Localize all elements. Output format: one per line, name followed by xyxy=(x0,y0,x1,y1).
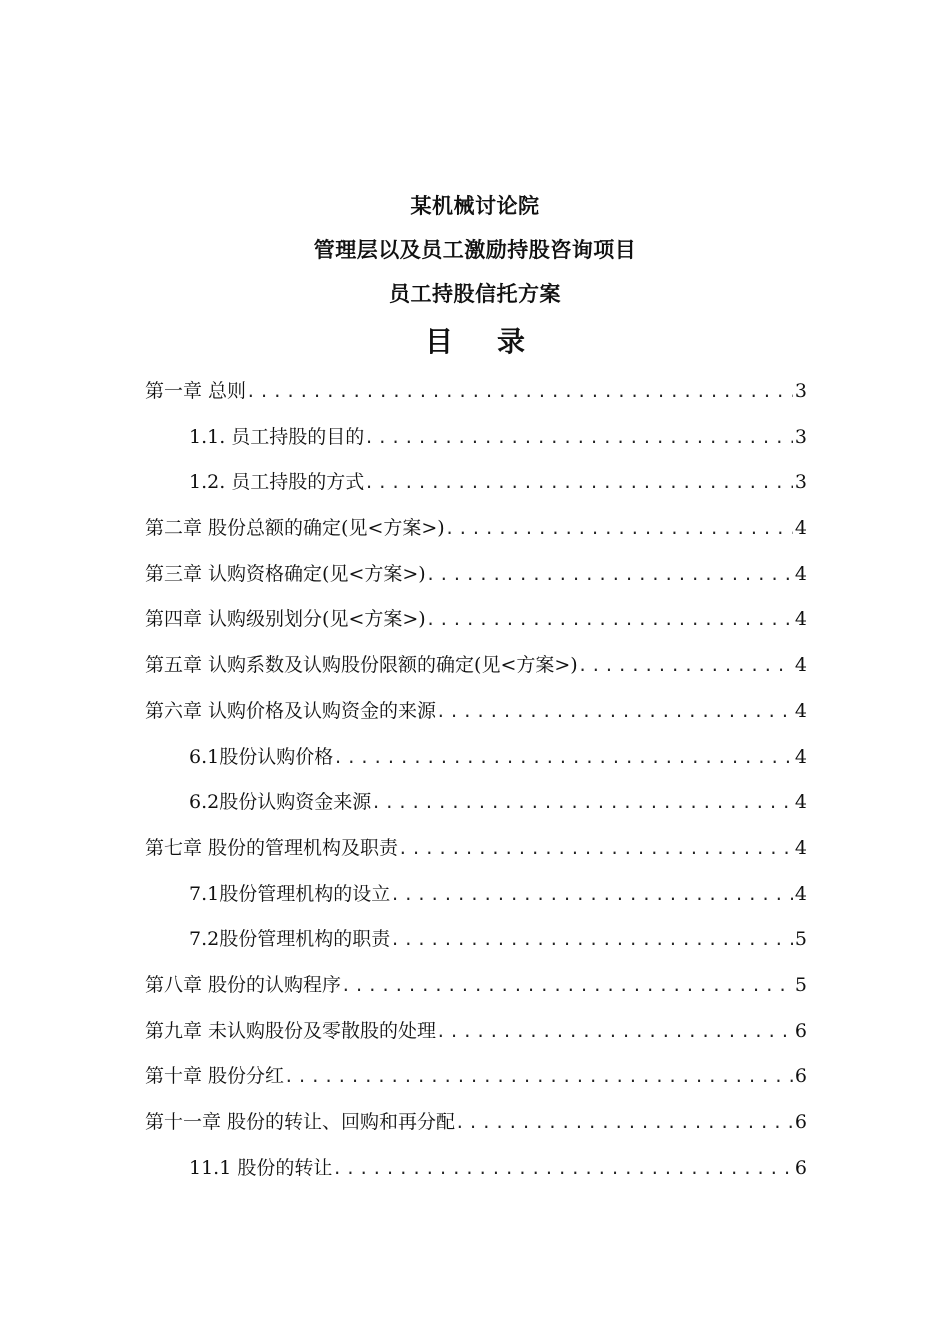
toc-dot-leader xyxy=(332,1147,793,1178)
table-of-contents xyxy=(145,364,807,1186)
toc-entry[interactable] xyxy=(145,638,807,684)
toc-dot-leader xyxy=(364,461,793,492)
toc-entry[interactable] xyxy=(145,592,807,638)
toc-entry[interactable] xyxy=(145,364,807,410)
toc-entry[interactable] xyxy=(145,912,807,958)
toc-dot-leader xyxy=(436,690,793,721)
toc-entry-page-number: 5 xyxy=(794,973,807,996)
toc-dot-leader xyxy=(426,553,793,584)
toc-entry[interactable] xyxy=(145,1049,807,1095)
toc-dot-leader xyxy=(390,873,793,904)
toc-entry-page-number: 4 xyxy=(794,517,807,540)
toc-entry[interactable] xyxy=(145,1095,807,1141)
toc-entry-page-number: 4 xyxy=(794,654,807,677)
toc-entry[interactable] xyxy=(145,1141,807,1187)
toc-entry-label: 7.2股份管理机构的职责 xyxy=(189,928,391,951)
toc-entry-label: 第一章 总则 xyxy=(145,380,247,402)
toc-entry-page-number: 3 xyxy=(794,471,807,494)
toc-entry-label: 1.1. 员工持股的目的 xyxy=(189,425,365,448)
toc-heading-char-2: 录 xyxy=(497,325,526,358)
toc-dot-leader xyxy=(246,370,793,401)
toc-entry-page-number: 3 xyxy=(794,425,807,448)
toc-entry-label: 第三章 认购资格确定(见<方案>) xyxy=(145,562,426,585)
toc-entry-label: 第十一章 股份的转让、回购和再分配 xyxy=(145,1111,456,1133)
toc-entry-label: 第十章 股份分红 xyxy=(145,1065,285,1088)
toc-entry-page-number: 6 xyxy=(794,1019,807,1042)
toc-entry[interactable] xyxy=(145,501,807,547)
title-block xyxy=(0,184,950,368)
toc-entry[interactable] xyxy=(145,684,807,730)
toc-entry-page-number: 4 xyxy=(794,791,807,814)
toc-entry-label: 7.1股份管理机构的设立 xyxy=(189,882,391,905)
toc-heading xyxy=(0,316,950,368)
toc-dot-leader xyxy=(371,781,793,812)
toc-entry[interactable] xyxy=(145,455,807,501)
toc-dot-leader xyxy=(398,827,793,858)
toc-dot-leader xyxy=(445,507,793,538)
toc-dot-leader xyxy=(455,1101,793,1132)
toc-entry[interactable] xyxy=(145,730,807,776)
toc-dot-leader xyxy=(436,1010,793,1041)
plan-title: 员工持股信托方案 xyxy=(389,282,561,306)
toc-entry-label: 第二章 股份总额的确定(见<方案>) xyxy=(145,517,445,540)
toc-entry-page-number: 6 xyxy=(794,1065,807,1088)
project-title: 管理层以及员工激励持股咨询项目 xyxy=(313,238,637,262)
toc-entry[interactable] xyxy=(145,1004,807,1050)
toc-entry[interactable] xyxy=(145,547,807,593)
toc-heading-char-1: 目 xyxy=(424,325,453,358)
toc-entry-label: 第六章 认购价格及认购资金的来源 xyxy=(145,699,437,722)
toc-dot-leader xyxy=(578,644,793,675)
org-title: 某机械讨论院 xyxy=(410,194,540,218)
toc-entry-label: 第七章 股份的管理机构及职责 xyxy=(145,836,399,859)
toc-entry-label: 1.2. 员工持股的方式 xyxy=(189,471,365,494)
toc-entry-page-number: 4 xyxy=(794,745,807,768)
toc-dot-leader xyxy=(426,598,793,629)
toc-entry-label: 6.2股份认购资金来源 xyxy=(189,791,372,814)
toc-entry-page-number: 6 xyxy=(794,1111,807,1133)
toc-entry-page-number: 4 xyxy=(794,882,807,905)
toc-entry[interactable] xyxy=(145,958,807,1004)
toc-entry-page-number: 3 xyxy=(794,380,807,402)
toc-entry-page-number: 4 xyxy=(794,608,807,631)
toc-entry-page-number: 4 xyxy=(794,836,807,859)
toc-dot-leader xyxy=(333,736,793,767)
toc-entry-page-number: 6 xyxy=(794,1156,807,1179)
toc-entry[interactable] xyxy=(145,867,807,913)
toc-entry-label: 6.1股份认购价格 xyxy=(189,745,334,768)
toc-entry-page-number: 5 xyxy=(794,928,807,951)
toc-dot-leader xyxy=(364,416,793,447)
toc-dot-leader xyxy=(341,964,793,995)
toc-dot-leader xyxy=(390,918,793,949)
toc-entry-label: 11.1 股份的转让 xyxy=(189,1156,333,1179)
toc-entry-label: 第八章 股份的认购程序 xyxy=(145,973,342,996)
toc-entry-label: 第九章 未认购股份及零散股的处理 xyxy=(145,1019,437,1042)
toc-entry[interactable] xyxy=(145,410,807,456)
toc-entry[interactable] xyxy=(145,775,807,821)
toc-entry[interactable] xyxy=(145,821,807,867)
toc-entry-label: 第五章 认购系数及认购股份限额的确定(见<方案>) xyxy=(145,654,578,677)
toc-entry-page-number: 4 xyxy=(794,562,807,585)
toc-dot-leader xyxy=(284,1055,793,1086)
toc-entry-label: 第四章 认购级别划分(见<方案>) xyxy=(145,608,426,631)
toc-entry-page-number: 4 xyxy=(794,699,807,722)
